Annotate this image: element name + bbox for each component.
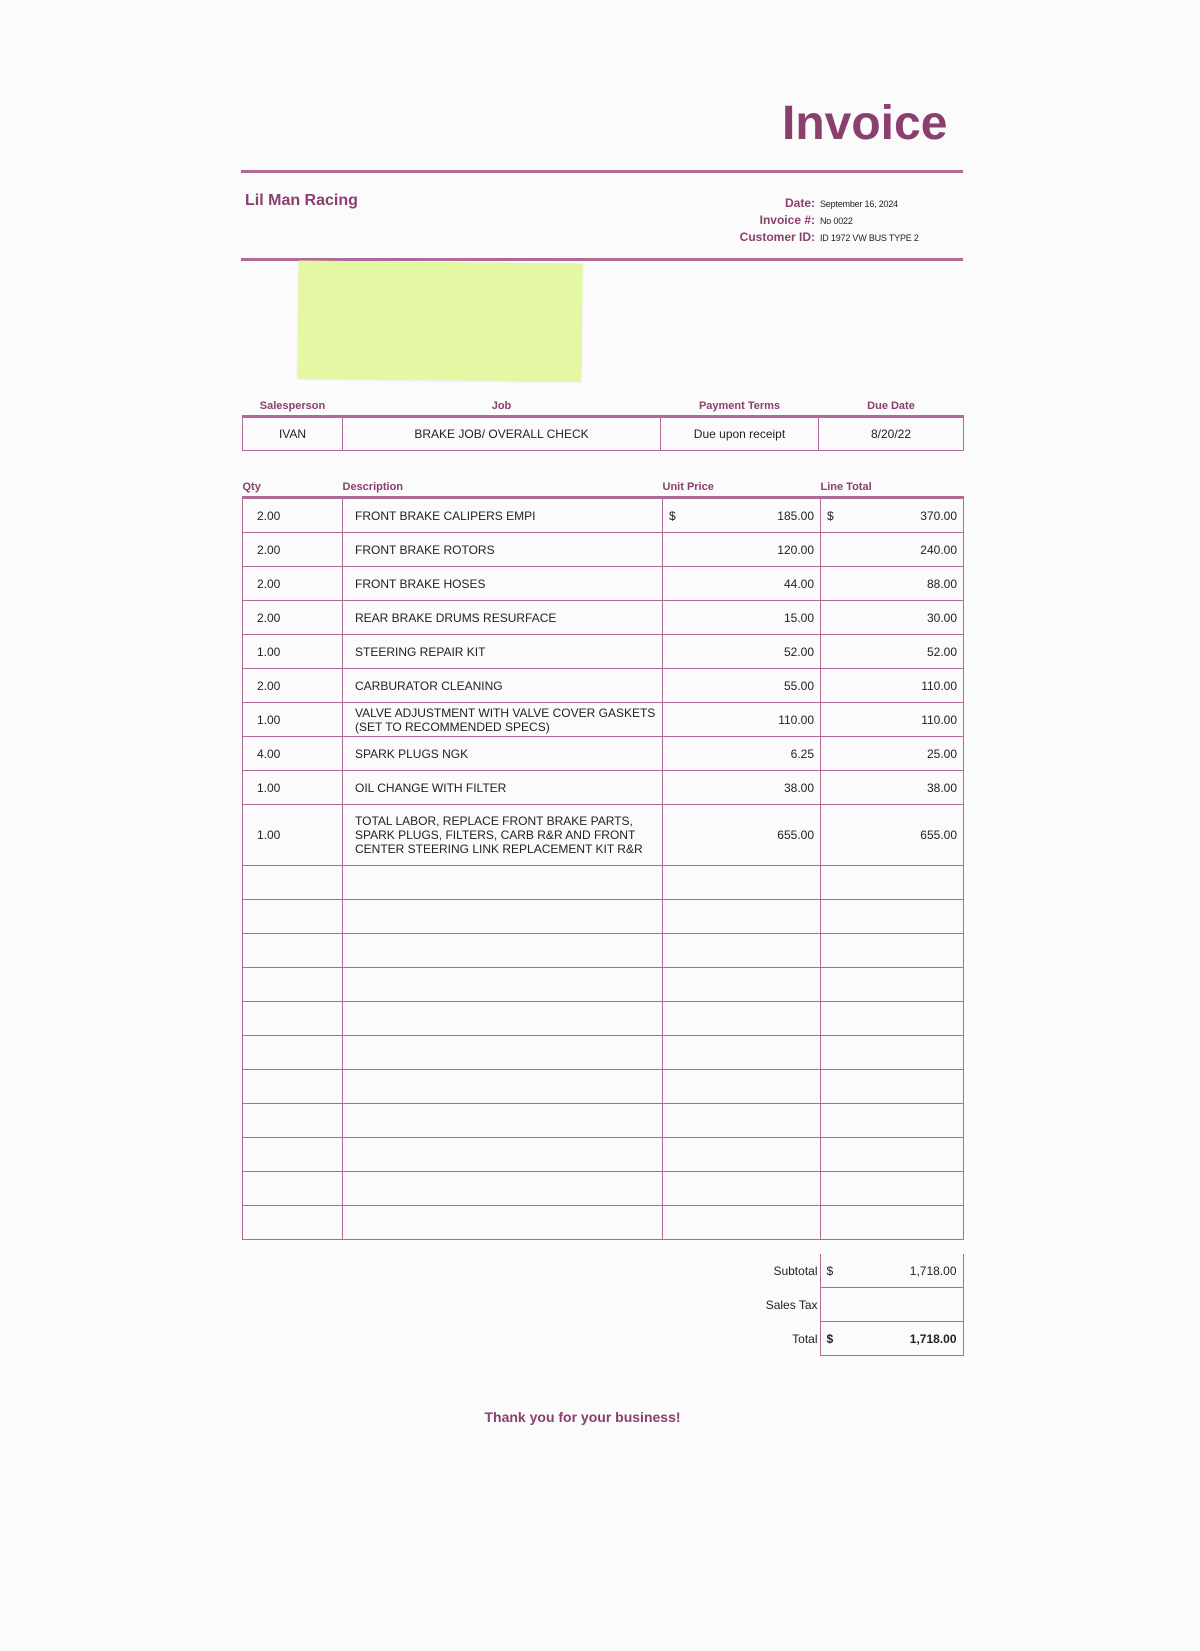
- table-row: [243, 498, 964, 533]
- unit-price-cell: 15.00: [663, 601, 821, 635]
- total-row: [662, 1322, 963, 1356]
- header-salesperson: Salesperson: [259, 399, 326, 412]
- line-total-cell: 110.00: [821, 669, 964, 703]
- qty-cell: 4.00: [243, 737, 343, 771]
- invoice-title: Invoice: [782, 97, 948, 150]
- meta-date: [700, 196, 970, 213]
- line-total-cell: 25.00: [821, 737, 964, 771]
- empty-row: [243, 968, 964, 1002]
- line-total-cell: [821, 498, 964, 533]
- meta-customer-id-value: ID 1972 VW BUS TYPE 2: [820, 233, 919, 243]
- qty-cell: 2.00: [243, 669, 343, 703]
- description-cell: OIL CHANGE WITH FILTER: [343, 771, 663, 805]
- subtotal-value: 1,718.00: [909, 1263, 957, 1278]
- description-cell: CARBURATOR CLEANING: [343, 669, 663, 703]
- line-total-value: 370.00: [920, 508, 957, 523]
- subtotal-row: [662, 1254, 963, 1288]
- invoice-meta: [700, 196, 970, 247]
- empty-row: [243, 1002, 964, 1036]
- line-total-cell: 655.00: [821, 805, 964, 866]
- meta-customer-id-label: Customer ID:: [739, 230, 815, 244]
- line-total-cell: 110.00: [821, 703, 964, 737]
- job-info-row: [243, 417, 964, 451]
- subtotal-label: Subtotal: [773, 1263, 818, 1278]
- line-total-cell: 52.00: [821, 635, 964, 669]
- unit-price-cell: 44.00: [663, 567, 821, 601]
- currency-symbol: $: [669, 508, 676, 523]
- unit-price-cell: [663, 498, 821, 533]
- unit-price-cell: 55.00: [663, 669, 821, 703]
- qty-cell: 1.00: [243, 805, 343, 866]
- qty-cell: 2.00: [243, 498, 343, 533]
- header-line-total: Line Total: [820, 480, 872, 493]
- payment-terms-value: Due upon receipt: [661, 417, 819, 451]
- header-rule-top: [241, 170, 963, 173]
- meta-invoice-number-value: No 0022: [820, 216, 853, 226]
- empty-row: [243, 1206, 964, 1240]
- qty-cell: 1.00: [243, 703, 343, 737]
- table-row: [243, 635, 964, 669]
- line-total-cell: 88.00: [821, 567, 964, 601]
- meta-customer-id: [700, 230, 970, 247]
- description-cell: STEERING REPAIR KIT: [343, 635, 663, 669]
- currency-symbol: $: [827, 508, 834, 523]
- sales-tax-row: [662, 1288, 963, 1322]
- salesperson-value: IVAN: [243, 417, 343, 451]
- thank-you-message: Thank you for your business!: [484, 1409, 681, 1425]
- empty-row: [243, 1070, 964, 1104]
- line-total-cell: 38.00: [821, 771, 964, 805]
- meta-date-value: September 16, 2024: [820, 199, 898, 209]
- table-row: [243, 737, 964, 771]
- unit-price-value: 185.00: [777, 508, 814, 523]
- table-row: [243, 771, 964, 805]
- table-row: [243, 805, 964, 866]
- header-job: Job: [491, 399, 512, 412]
- unit-price-cell: 655.00: [663, 805, 821, 866]
- description-cell: FRONT BRAKE HOSES: [343, 567, 663, 601]
- sticky-note-redaction: [297, 261, 582, 382]
- table-row: [243, 533, 964, 567]
- table-row: [243, 669, 964, 703]
- table-row: [243, 703, 964, 737]
- table-row: [243, 601, 964, 635]
- qty-cell: 2.00: [243, 567, 343, 601]
- total-label: Total: [792, 1331, 818, 1346]
- unit-price-cell: 52.00: [663, 635, 821, 669]
- empty-row: [243, 1172, 964, 1206]
- job-info-table: [242, 398, 964, 451]
- unit-price-cell: 6.25: [663, 737, 821, 771]
- currency-symbol: $: [826, 1263, 834, 1278]
- line-items-table: [242, 479, 964, 1240]
- description-cell: VALVE ADJUSTMENT WITH VALVE COVER GASKETS (SET TO RECOMMENDED SPECS): [343, 703, 663, 737]
- unit-price-cell: 38.00: [663, 771, 821, 805]
- currency-symbol: $: [826, 1331, 834, 1346]
- unit-price-cell: 110.00: [663, 703, 821, 737]
- empty-row: [243, 900, 964, 934]
- header-unit-price: Unit Price: [662, 480, 714, 493]
- meta-invoice-number-label: Invoice #:: [759, 213, 815, 227]
- job-value: BRAKE JOB/ OVERALL CHECK: [343, 417, 661, 451]
- header-due-date: Due Date: [867, 399, 915, 412]
- qty-cell: 1.00: [243, 635, 343, 669]
- meta-date-label: Date:: [784, 196, 815, 210]
- company-name: Lil Man Racing: [245, 192, 358, 209]
- description-cell: SPARK PLUGS NGK: [343, 737, 663, 771]
- qty-cell: 2.00: [243, 533, 343, 567]
- description-cell: REAR BRAKE DRUMS RESURFACE: [343, 601, 663, 635]
- line-total-cell: 240.00: [821, 533, 964, 567]
- empty-row: [243, 1138, 964, 1172]
- qty-cell: 2.00: [243, 601, 343, 635]
- empty-row: [243, 1036, 964, 1070]
- description-cell: FRONT BRAKE CALIPERS EMPI: [343, 498, 663, 533]
- total-value-cell: [820, 1322, 963, 1356]
- description-cell: TOTAL LABOR, REPLACE FRONT BRAKE PARTS, SPARK PLUGS, FILTERS, CARB R&R AND FRONT CENTER STEERING LINK REPLACEMENT KIT R&R: [343, 805, 663, 866]
- totals-table: [662, 1254, 964, 1356]
- sales-tax-value: [820, 1288, 963, 1322]
- empty-row: [243, 866, 964, 900]
- meta-invoice-number: [700, 213, 970, 230]
- empty-row: [243, 934, 964, 968]
- header-payment-terms: Payment Terms: [698, 399, 781, 412]
- subtotal-value-cell: [820, 1254, 963, 1288]
- qty-cell: 1.00: [243, 771, 343, 805]
- total-value: 1,718.00: [909, 1331, 957, 1346]
- line-total-cell: 30.00: [821, 601, 964, 635]
- table-row: [243, 567, 964, 601]
- description-cell: FRONT BRAKE ROTORS: [343, 533, 663, 567]
- unit-price-cell: 120.00: [663, 533, 821, 567]
- due-date-value: 8/20/22: [819, 417, 964, 451]
- header-description: Description: [342, 480, 404, 493]
- sales-tax-label: Sales Tax: [765, 1297, 818, 1312]
- empty-row: [243, 1104, 964, 1138]
- header-qty: Qty: [242, 480, 261, 493]
